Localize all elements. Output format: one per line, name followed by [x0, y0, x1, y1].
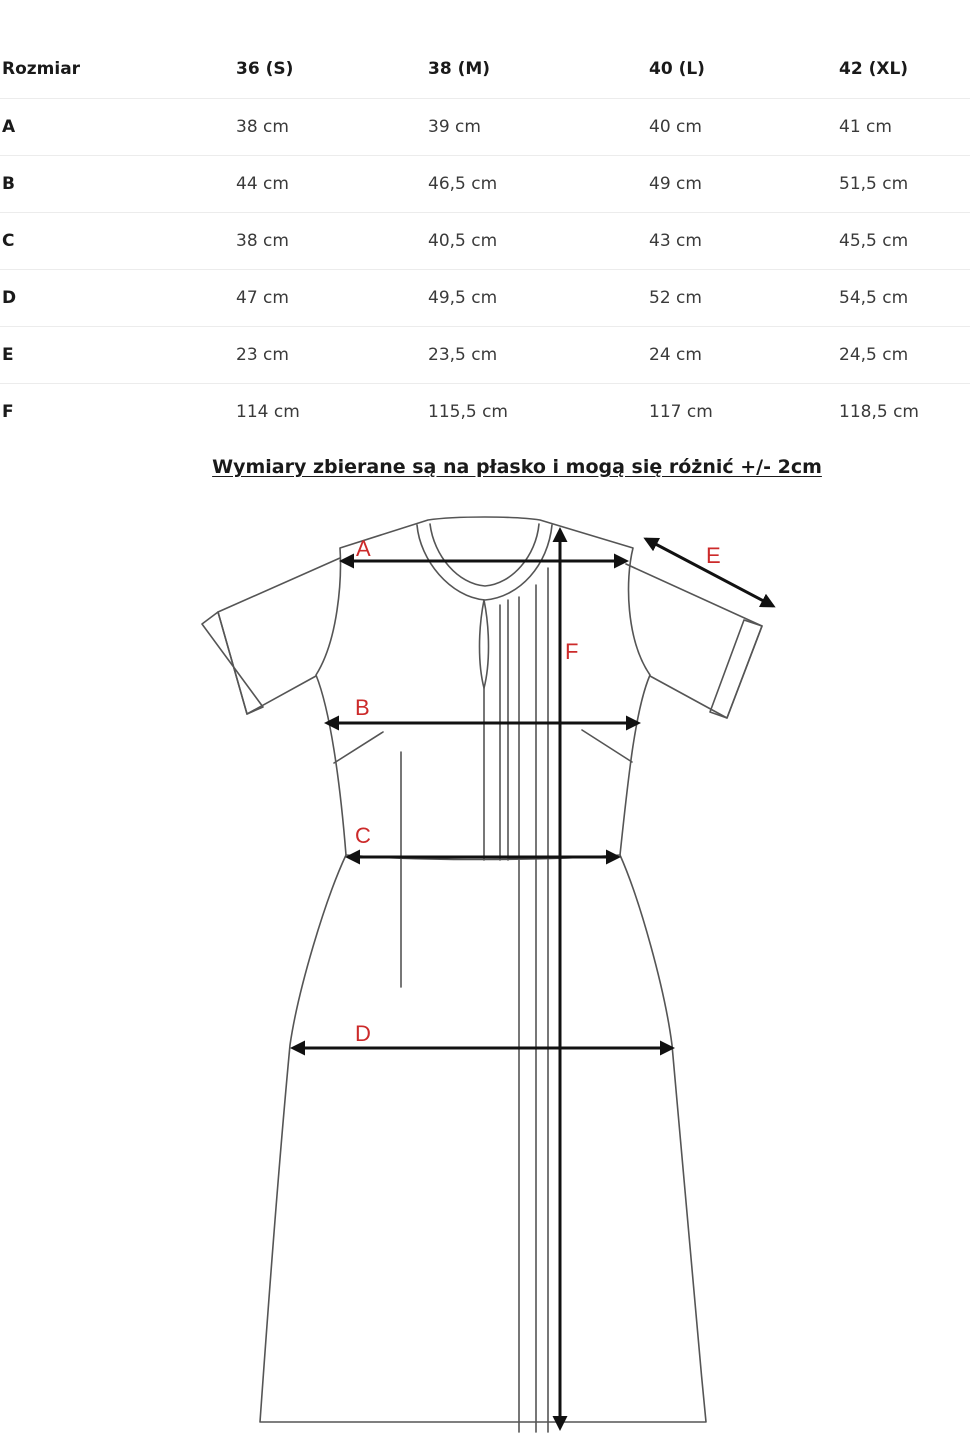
label-d: D — [355, 1021, 371, 1046]
label-b: B — [355, 695, 370, 720]
header-size-38: 38 (M) — [426, 40, 647, 99]
cell-value: 47 cm — [234, 270, 426, 327]
header-size-40: 40 (L) — [647, 40, 837, 99]
bust-dart-left — [334, 732, 383, 763]
header-size-36: 36 (S) — [234, 40, 426, 99]
row-label: A — [0, 99, 234, 156]
cell-value: 43 cm — [647, 213, 837, 270]
cell-value: 44 cm — [234, 156, 426, 213]
label-e: E — [706, 543, 721, 568]
label-a: A — [356, 536, 371, 561]
cell-value: 118,5 cm — [839, 402, 919, 422]
left-sleeve-cuff — [202, 612, 263, 714]
cell-value: 23,5 cm — [426, 327, 647, 384]
measurement-arrows — [293, 530, 773, 1428]
cell-value: 24,5 cm — [837, 327, 970, 384]
row-label: D — [0, 270, 234, 327]
cell-value: 115,5 cm — [428, 402, 508, 422]
header-rozmiar: Rozmiar — [0, 40, 234, 99]
cell-value: 49 cm — [647, 156, 837, 213]
cell-value: 39 cm — [426, 99, 647, 156]
cell-value: 40,5 cm — [426, 213, 647, 270]
right-sleeve — [626, 564, 762, 718]
dress-outline — [202, 517, 762, 1432]
neckline-inner — [430, 524, 539, 586]
cell-value: 38 cm — [234, 99, 426, 156]
cell-value: 49,5 cm — [426, 270, 647, 327]
cell-value: 24 cm — [647, 327, 837, 384]
label-f: F — [565, 639, 579, 664]
cell-value: 114 cm — [236, 402, 300, 422]
keyhole — [480, 600, 489, 688]
cell-value: 45,5 cm — [837, 213, 970, 270]
right-sleeve-cuff — [710, 620, 762, 718]
row-label: F — [2, 402, 14, 422]
row-label: B — [0, 156, 234, 213]
label-c: C — [355, 823, 371, 848]
bust-dart-right — [582, 730, 632, 762]
cell-value: 46,5 cm — [426, 156, 647, 213]
row-label: E — [0, 327, 234, 384]
header-size-42: 42 (XL) — [837, 40, 970, 99]
row-label: C — [0, 213, 234, 270]
cell-value: 23 cm — [234, 327, 426, 384]
dress-silhouette — [260, 517, 706, 1422]
measurement-note: Wymiary zbierane są na płasko i mogą się różnić +/- 2cm — [212, 456, 822, 478]
cell-value: 40 cm — [647, 99, 837, 156]
cell-value: 54,5 cm — [837, 270, 970, 327]
cell-value: 38 cm — [234, 213, 426, 270]
cell-value: 52 cm — [647, 270, 837, 327]
measurement-labels — [355, 536, 721, 1046]
cell-value: 41 cm — [837, 99, 970, 156]
cell-value: 117 cm — [649, 402, 713, 422]
cell-value: 51,5 cm — [837, 156, 970, 213]
